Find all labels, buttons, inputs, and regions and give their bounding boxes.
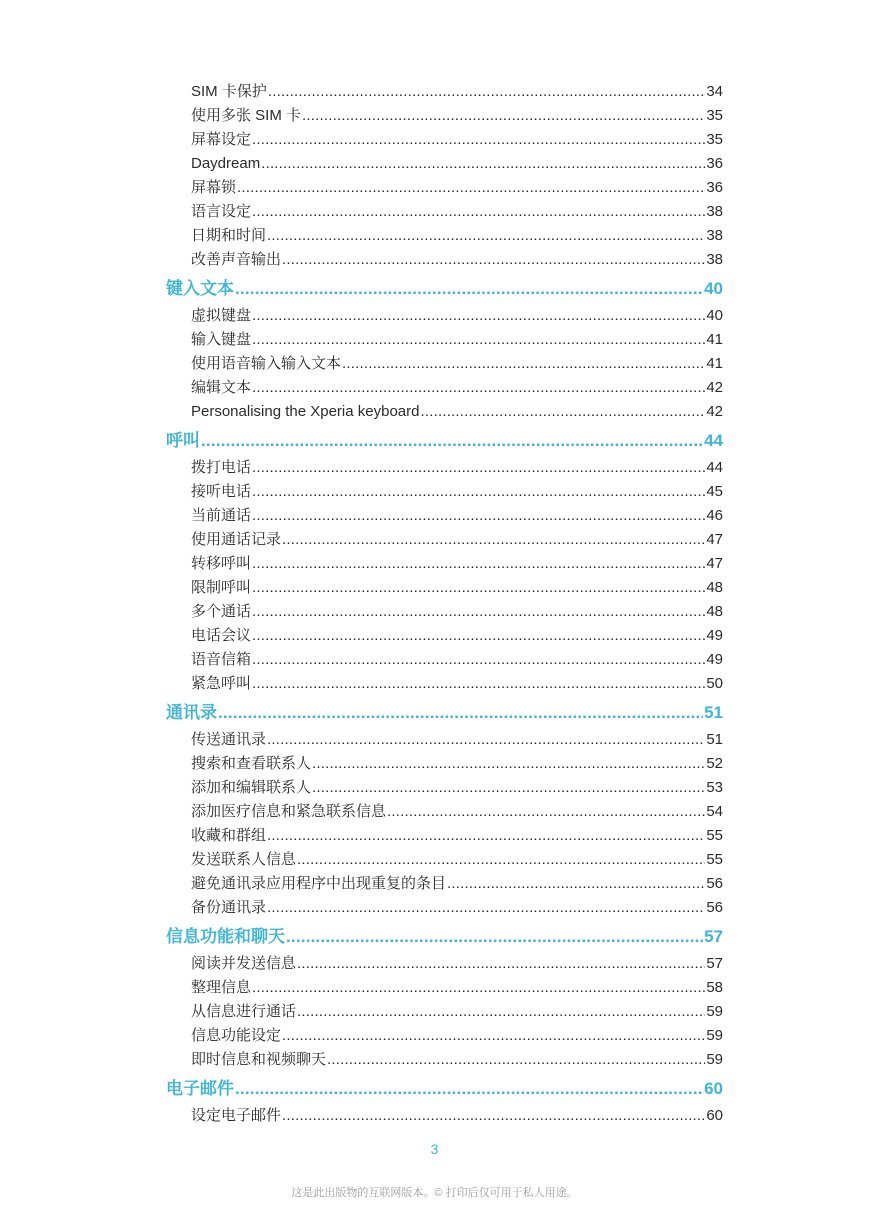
toc-entry[interactable] (166, 1024, 723, 1048)
toc-entry-title: 改善声音输出 (191, 251, 282, 268)
toc-entry[interactable] (166, 952, 723, 976)
toc-entry-title: 接听电话 (191, 483, 252, 500)
toc-entry-page: 38 (706, 203, 723, 220)
toc-entry[interactable] (166, 552, 723, 576)
dot-leader (252, 672, 705, 696)
dot-leader (297, 848, 705, 872)
toc-entry-title: 屏幕锁 (191, 179, 237, 196)
toc-entry[interactable] (166, 728, 723, 752)
toc-entry-page: 36 (706, 155, 723, 172)
toc-entry-title: 键入文本 (166, 279, 234, 298)
dot-leader (286, 922, 703, 952)
toc-entry-title: 添加和编辑联系人 (191, 779, 312, 796)
dot-leader (201, 426, 703, 456)
dot-leader (282, 248, 705, 272)
toc-entry[interactable] (166, 1104, 723, 1128)
toc-entry-title: 虚拟键盘 (191, 307, 252, 324)
toc-entry[interactable] (166, 624, 723, 648)
toc-entry[interactable] (166, 80, 723, 104)
toc-entry[interactable] (166, 752, 723, 776)
toc-entry-title: 当前通话 (191, 507, 252, 524)
footer-note: 这是此出版物的互联网版本。© 打印后仅可用于私人用途。 (291, 1187, 578, 1199)
toc-entry[interactable] (166, 376, 723, 400)
toc-entry-title: 电话会议 (191, 627, 252, 644)
dot-leader (252, 456, 705, 480)
toc-entry-page: 53 (706, 779, 723, 796)
toc-entry[interactable] (166, 200, 723, 224)
dot-leader (297, 1000, 705, 1024)
dot-leader (261, 152, 705, 176)
toc-entry-title: Personalising the Xperia keyboard (191, 403, 420, 420)
toc-entry-title: 使用语音输入输入文本 (191, 355, 342, 372)
toc-entry-title: 搜索和查看联系人 (191, 755, 312, 772)
toc-entry[interactable] (166, 104, 723, 128)
toc-entry-title: 阅读并发送信息 (191, 955, 297, 972)
toc-entry-page: 47 (706, 555, 723, 572)
toc-entry[interactable] (166, 224, 723, 248)
toc-entry[interactable] (166, 872, 723, 896)
dot-leader (282, 1024, 705, 1048)
toc-entry-title: 避免通讯录应用程序中出现重复的条目 (191, 875, 447, 892)
toc-entry-title: 多个通话 (191, 603, 252, 620)
toc-entry-title: 语言设定 (191, 203, 252, 220)
toc-entry[interactable] (166, 352, 723, 376)
dot-leader (282, 1104, 705, 1128)
dot-leader (252, 600, 705, 624)
toc-entry-page: 40 (706, 307, 723, 324)
toc-entry-title: 设定电子邮件 (191, 1107, 282, 1124)
dot-leader (267, 824, 705, 848)
toc-entry-page: 58 (706, 979, 723, 996)
toc-entry-page: 50 (706, 675, 723, 692)
toc-entry[interactable] (166, 1000, 723, 1024)
toc-entry-page: 51 (704, 703, 723, 722)
toc-entry-title: 即时信息和视频聊天 (191, 1051, 327, 1068)
toc-entry-title: 输入键盘 (191, 331, 252, 348)
dot-leader (252, 976, 705, 1000)
toc-entry[interactable] (166, 152, 723, 176)
toc-entry-page: 49 (706, 627, 723, 644)
dot-leader (312, 752, 705, 776)
toc-entry-title: 信息功能和聊天 (166, 927, 285, 946)
toc-entry[interactable] (166, 128, 723, 152)
toc-entry-title: 收藏和群组 (191, 827, 267, 844)
toc-entry-page: 60 (704, 1079, 723, 1098)
dot-leader (267, 224, 705, 248)
dot-leader (282, 528, 705, 552)
toc-entry-title: 语音信箱 (191, 651, 252, 668)
toc-entry[interactable] (166, 976, 723, 1000)
dot-leader (237, 176, 705, 200)
toc-entry-page: 34 (706, 83, 723, 100)
toc-entry-title: 电子邮件 (166, 1079, 234, 1098)
dot-leader (235, 1074, 703, 1104)
toc-entry-page: 44 (706, 459, 723, 476)
dot-leader (252, 328, 705, 352)
table-of-contents (166, 80, 723, 1128)
toc-entry-page: 42 (706, 403, 723, 420)
toc-entry-title: 备份通讯录 (191, 899, 267, 916)
toc-entry-page: 60 (706, 1107, 723, 1124)
toc-entry-page: 41 (706, 331, 723, 348)
toc-entry-page: 41 (706, 355, 723, 372)
toc-entry-page: 55 (706, 851, 723, 868)
toc-entry[interactable] (166, 480, 723, 504)
toc-entry-title: 发送联系人信息 (191, 851, 297, 868)
dot-leader (252, 376, 705, 400)
toc-entry[interactable] (166, 776, 723, 800)
dot-leader (252, 504, 705, 528)
toc-entry-page: 49 (706, 651, 723, 668)
dot-leader (252, 200, 705, 224)
toc-entry-title: 编辑文本 (191, 379, 252, 396)
dot-leader (235, 274, 703, 304)
toc-entry-page: 54 (706, 803, 723, 820)
toc-entry-title: 日期和时间 (191, 227, 267, 244)
toc-entry-page: 57 (706, 955, 723, 972)
toc-chapter-entry[interactable] (166, 698, 723, 728)
toc-entry-page: 48 (706, 603, 723, 620)
toc-entry-title: 紧急呼叫 (191, 675, 252, 692)
dot-leader (218, 698, 703, 728)
toc-chapter-entry[interactable] (166, 1074, 723, 1104)
toc-entry-title: 添加医疗信息和紧急联系信息 (191, 803, 387, 820)
toc-entry-title: 使用通话记录 (191, 531, 282, 548)
dot-leader (342, 352, 705, 376)
toc-entry-title: Daydream (191, 155, 261, 172)
dot-leader (252, 648, 705, 672)
toc-entry-page: 38 (706, 251, 723, 268)
dot-leader (387, 800, 705, 824)
dot-leader (252, 304, 705, 328)
toc-entry-page: 46 (706, 507, 723, 524)
toc-entry[interactable] (166, 456, 723, 480)
toc-entry[interactable] (166, 600, 723, 624)
dot-leader (267, 728, 705, 752)
toc-entry[interactable] (166, 528, 723, 552)
toc-entry[interactable] (166, 800, 723, 824)
toc-entry-page: 47 (706, 531, 723, 548)
toc-chapter-entry[interactable] (166, 274, 723, 304)
page-number: 3 (430, 1141, 439, 1157)
toc-entry-page: 59 (706, 1003, 723, 1020)
toc-entry-page: 57 (704, 927, 723, 946)
toc-chapter-entry[interactable] (166, 922, 723, 952)
toc-entry-title: 使用多张 SIM 卡 (191, 107, 302, 124)
dot-leader (327, 1048, 705, 1072)
dot-leader (252, 624, 705, 648)
toc-entry-title: 拨打电话 (191, 459, 252, 476)
toc-entry[interactable] (166, 328, 723, 352)
toc-entry[interactable] (166, 504, 723, 528)
dot-leader (252, 128, 705, 152)
toc-entry-page: 48 (706, 579, 723, 596)
dot-leader (297, 952, 705, 976)
toc-chapter-entry[interactable] (166, 426, 723, 456)
toc-entry-page: 56 (706, 875, 723, 892)
dot-leader (267, 896, 705, 920)
dot-leader (447, 872, 705, 896)
toc-entry[interactable] (166, 1048, 723, 1072)
toc-entry-title: 呼叫 (166, 431, 200, 450)
dot-leader (312, 776, 705, 800)
toc-entry-title: 信息功能设定 (191, 1027, 282, 1044)
toc-entry[interactable] (166, 648, 723, 672)
toc-entry[interactable] (166, 672, 723, 696)
toc-entry-page: 42 (706, 379, 723, 396)
toc-entry[interactable] (166, 896, 723, 920)
toc-entry[interactable] (166, 176, 723, 200)
toc-entry-title: 转移呼叫 (191, 555, 252, 572)
toc-entry-page: 59 (706, 1051, 723, 1068)
toc-entry-page: 35 (706, 131, 723, 148)
toc-entry-page: 35 (706, 107, 723, 124)
toc-entry-title: 传送通讯录 (191, 731, 267, 748)
toc-entry-title: SIM 卡保护 (191, 83, 267, 100)
toc-entry-page: 56 (706, 899, 723, 916)
toc-entry[interactable] (166, 304, 723, 328)
dot-leader (252, 480, 705, 504)
toc-entry[interactable] (166, 576, 723, 600)
toc-entry-page: 38 (706, 227, 723, 244)
toc-entry-title: 通讯录 (166, 703, 217, 722)
toc-entry-page: 55 (706, 827, 723, 844)
toc-entry-title: 整理信息 (191, 979, 252, 996)
toc-entry-page: 45 (706, 483, 723, 500)
toc-entry-page: 51 (706, 731, 723, 748)
toc-entry[interactable] (166, 400, 723, 424)
dot-leader (268, 80, 705, 104)
toc-entry-page: 44 (704, 431, 723, 450)
toc-entry[interactable] (166, 824, 723, 848)
dot-leader (252, 552, 705, 576)
toc-entry-title: 从信息进行通话 (191, 1003, 297, 1020)
toc-entry-page: 36 (706, 179, 723, 196)
toc-entry-title: 屏幕设定 (191, 131, 252, 148)
toc-entry[interactable] (166, 248, 723, 272)
toc-entry-page: 52 (706, 755, 723, 772)
toc-entry-page: 40 (704, 279, 723, 298)
toc-entry-title: 限制呼叫 (191, 579, 252, 596)
dot-leader (302, 104, 705, 128)
toc-entry[interactable] (166, 848, 723, 872)
dot-leader (252, 576, 705, 600)
dot-leader (420, 400, 705, 424)
toc-entry-page: 59 (706, 1027, 723, 1044)
